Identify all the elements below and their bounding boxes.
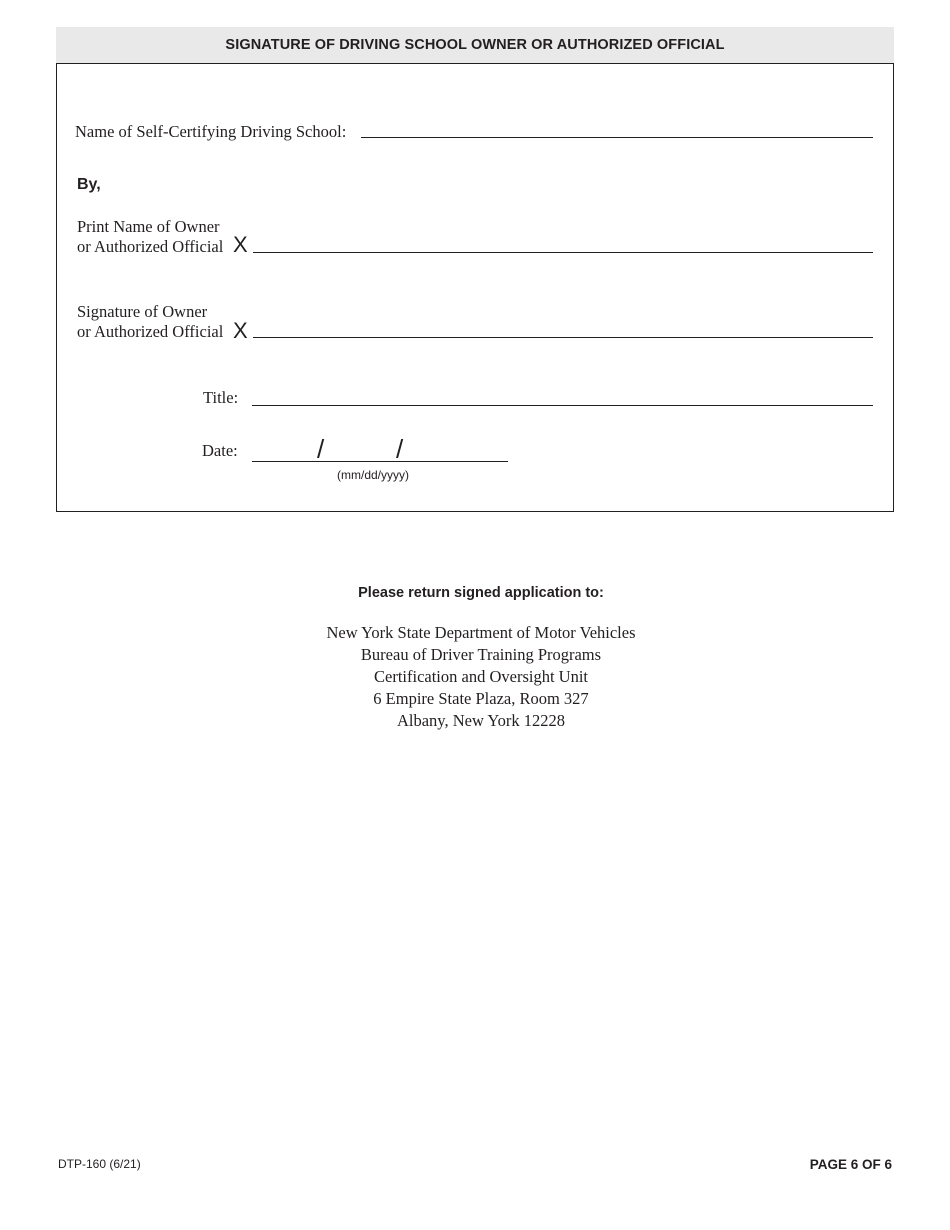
print-name-label-line1: Print Name of Owner <box>77 217 220 236</box>
print-name-x-mark: X <box>233 232 248 257</box>
signature-label-line1: Signature of Owner <box>77 302 208 321</box>
address-line: Certification and Oversight Unit <box>374 667 588 686</box>
address-line: Albany, New York 12228 <box>396 711 566 730</box>
school-name-field[interactable] <box>361 137 873 138</box>
page-number: PAGE 6 OF 6 <box>809 1157 892 1172</box>
section-title: SIGNATURE OF DRIVING SCHOOL OWNER OR AUTHORIZED OFFICIAL <box>225 37 725 53</box>
address-line: Bureau of Driver Training Programs <box>360 645 602 664</box>
signature-x-mark: X <box>233 318 248 343</box>
return-heading: Please return signed application to: <box>358 585 604 601</box>
date-separator-1: / <box>317 434 325 464</box>
date-format-hint: (mm/dd/yyyy) <box>337 468 409 482</box>
return-address <box>0 622 950 732</box>
print-name-label <box>77 217 223 257</box>
form-id: DTP-160 (6/21) <box>58 1157 141 1171</box>
section-header <box>56 27 894 63</box>
date-field[interactable] <box>252 461 508 462</box>
signature-field[interactable] <box>253 337 873 338</box>
print-name-label-line2: or Authorized Official <box>77 237 224 256</box>
address-line: New York State Department of Motor Vehicles <box>326 623 636 642</box>
signature-label-line2: or Authorized Official <box>77 322 224 341</box>
by-label: By, <box>77 176 101 193</box>
title-field[interactable] <box>252 405 873 406</box>
date-label: Date: <box>202 441 238 460</box>
school-name-label: Name of Self-Certifying Driving School: <box>75 122 347 141</box>
signature-label <box>77 302 223 342</box>
date-separator-2: / <box>396 434 404 464</box>
title-label: Title: <box>203 388 239 407</box>
address-line: 6 Empire State Plaza, Room 327 <box>373 689 589 708</box>
print-name-field[interactable] <box>253 252 873 253</box>
